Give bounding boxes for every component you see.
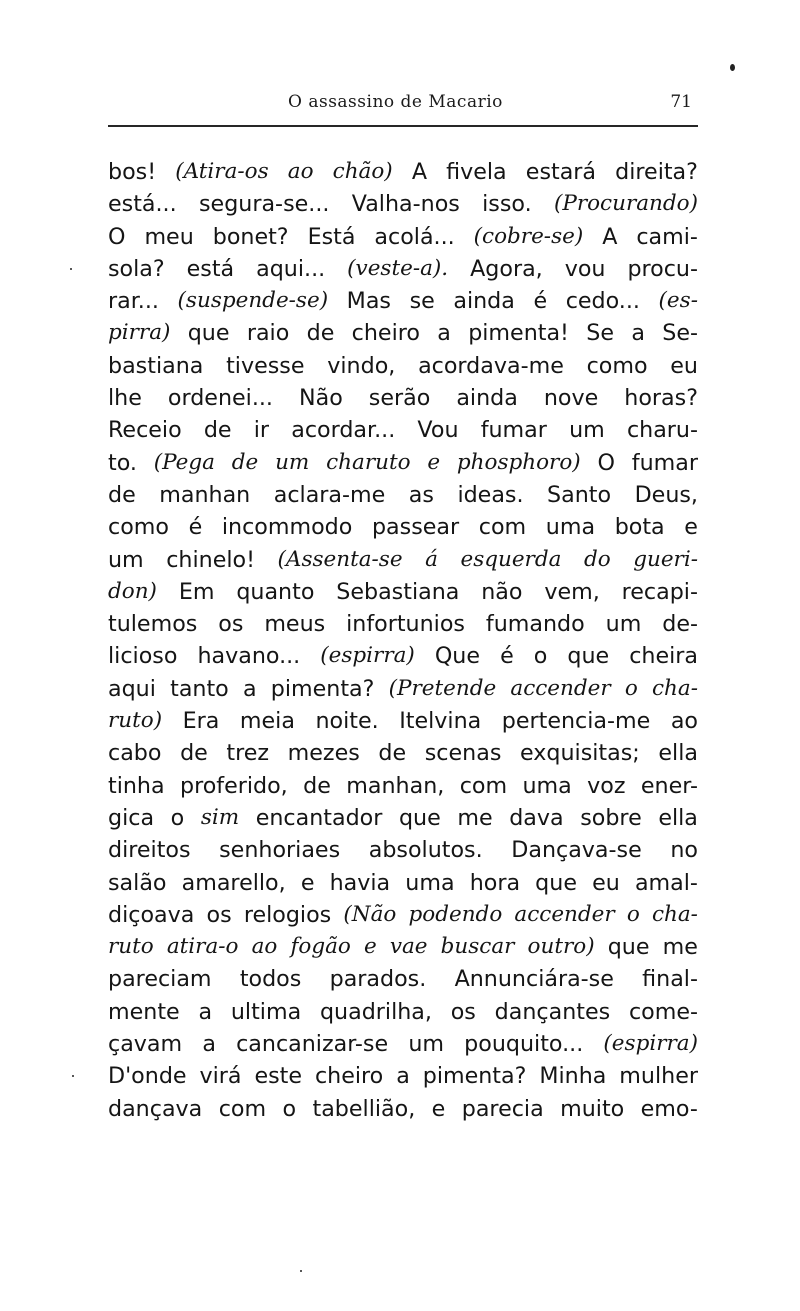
word: parados. xyxy=(329,966,427,993)
word: sobre xyxy=(580,804,642,831)
stage-direction-word: o xyxy=(626,901,640,927)
word: uma xyxy=(522,772,572,799)
word: os xyxy=(450,998,476,1025)
stage-direction-word: ruto xyxy=(108,934,154,960)
word: que xyxy=(607,934,650,961)
word: hora xyxy=(469,869,521,896)
word: dava xyxy=(509,804,564,831)
word: ella xyxy=(658,740,698,767)
word: um xyxy=(408,1031,444,1058)
word: Itelvina xyxy=(399,708,482,735)
word: proferido, xyxy=(179,772,288,799)
word: a xyxy=(631,320,645,347)
stage-direction-word: (Pega xyxy=(153,449,215,475)
stage-direction-word: (Procurando) xyxy=(553,191,698,217)
word: aclara-me xyxy=(273,481,386,508)
word: senhoriaes xyxy=(219,837,341,864)
stage-direction-word: accender xyxy=(514,901,615,927)
page-header xyxy=(108,88,698,122)
word: como xyxy=(108,514,169,541)
word: é xyxy=(533,288,548,315)
word: final- xyxy=(642,966,698,993)
word: de xyxy=(108,481,136,508)
text-line xyxy=(108,899,698,931)
stage-direction-word: de xyxy=(231,449,259,475)
stage-direction-word: (es- xyxy=(658,288,698,314)
word: me xyxy=(457,804,493,831)
word: Não xyxy=(299,385,343,412)
word: direita? xyxy=(615,159,698,185)
word: lhe xyxy=(108,385,142,412)
word: incommodo xyxy=(221,514,353,541)
word: muito xyxy=(560,1095,625,1122)
word: quanto xyxy=(236,578,315,605)
stage-direction-word: ao xyxy=(287,159,314,184)
word: e xyxy=(431,1095,446,1122)
word: ella xyxy=(658,804,698,831)
word: os xyxy=(218,611,244,638)
word: de xyxy=(303,772,331,799)
word: passear xyxy=(371,514,460,541)
word: dançava xyxy=(108,1095,203,1122)
stage-direction-word: don) xyxy=(108,578,157,604)
word: pimenta? xyxy=(270,675,375,702)
word: Se- xyxy=(662,320,698,347)
word: infortunios xyxy=(346,611,465,638)
word: com xyxy=(459,772,508,799)
stage-direction-word: um xyxy=(275,449,310,475)
word: Santo xyxy=(547,481,612,508)
ink-speck xyxy=(730,64,735,71)
word: com xyxy=(478,514,527,541)
word: salão xyxy=(108,869,167,896)
word: me xyxy=(662,934,698,961)
word: absolutos. xyxy=(368,837,483,864)
word: ener- xyxy=(640,772,698,799)
word: Minha xyxy=(539,1063,607,1090)
word: rar... xyxy=(108,288,159,315)
text-line xyxy=(108,511,698,543)
word: serão xyxy=(368,385,431,412)
word: bonet? xyxy=(212,223,289,250)
word: çavam xyxy=(108,1031,183,1058)
word: manhan, xyxy=(346,772,445,799)
word: a xyxy=(242,675,257,702)
word: todos xyxy=(239,966,302,993)
stage-direction-word: gueri- xyxy=(633,546,698,572)
stage-direction-word: (suspende-se) xyxy=(177,288,329,314)
word: sola? xyxy=(108,255,165,282)
word: quadrilha, xyxy=(319,998,432,1025)
text-line xyxy=(108,188,698,220)
word: Dançava-se xyxy=(511,837,642,864)
header-rule xyxy=(108,125,698,127)
stage-direction-word: (Não xyxy=(343,901,397,927)
word: eu xyxy=(592,869,620,896)
word: meia xyxy=(239,708,295,735)
text-line xyxy=(108,1028,698,1060)
word: dançantes xyxy=(494,998,611,1025)
word: o xyxy=(282,1095,297,1122)
word: como xyxy=(586,352,648,379)
word: voz xyxy=(587,772,626,799)
word: virá xyxy=(199,1063,242,1090)
stage-direction-word: cha- xyxy=(651,901,698,927)
word: A xyxy=(602,223,618,250)
stage-direction-word: (Atira-os xyxy=(175,159,269,184)
word: nove xyxy=(543,385,599,412)
word: cheiro xyxy=(314,1063,384,1090)
word: bota xyxy=(614,514,665,541)
word: de xyxy=(203,417,232,444)
word: bos! xyxy=(108,159,157,185)
word: a xyxy=(198,998,213,1025)
word: trez xyxy=(226,740,270,767)
word: Está xyxy=(307,223,356,250)
text-line xyxy=(108,350,698,382)
text-line xyxy=(108,221,698,253)
word: procu- xyxy=(627,255,698,282)
stage-direction-word: o xyxy=(624,675,638,701)
word: ao xyxy=(670,708,698,735)
word: de xyxy=(180,740,208,767)
word: não xyxy=(481,578,523,605)
word: tivesse xyxy=(226,352,305,379)
word: pareciam xyxy=(108,966,212,993)
stage-direction-word: ruto) xyxy=(108,708,163,734)
word: este xyxy=(254,1063,303,1090)
word: tanto xyxy=(170,675,229,702)
word: uma xyxy=(545,514,596,541)
word: mezes xyxy=(287,740,360,767)
word: Se xyxy=(586,320,614,347)
stage-direction-word: sim xyxy=(200,804,240,830)
text-line xyxy=(108,770,698,802)
ink-speck xyxy=(300,1270,302,1272)
word: raio xyxy=(246,320,290,347)
word: havano... xyxy=(197,643,301,670)
page-number: 71 xyxy=(670,92,692,112)
word: recapi- xyxy=(621,578,698,605)
word: acolá... xyxy=(374,223,455,250)
text-line xyxy=(108,640,698,672)
word: um xyxy=(605,611,642,638)
word: vou xyxy=(564,255,606,282)
word: tulemos xyxy=(108,611,198,638)
word: Sebastiana xyxy=(336,578,460,605)
word: havia xyxy=(329,869,391,896)
text-line xyxy=(108,867,698,899)
word: fumar xyxy=(631,449,698,476)
stage-direction-word: do xyxy=(583,546,611,572)
word: tabellião, xyxy=(312,1095,416,1122)
word: é xyxy=(188,514,203,541)
word: se xyxy=(409,288,435,315)
word: pertencia-me xyxy=(501,708,651,735)
word: e xyxy=(684,514,698,541)
word: mente xyxy=(108,998,180,1025)
word: o xyxy=(533,643,548,670)
word: encantador xyxy=(255,804,383,831)
word: Receio xyxy=(108,417,182,444)
word: Em xyxy=(178,578,215,605)
word: to. xyxy=(108,449,137,476)
word: uma xyxy=(405,869,455,896)
stage-direction-word: accender xyxy=(510,675,611,701)
word: cami- xyxy=(636,223,698,250)
stage-direction-word: ao xyxy=(251,934,278,960)
word: Era xyxy=(182,708,220,735)
text-line xyxy=(108,285,698,317)
word: ordenei... xyxy=(167,385,273,412)
word: que xyxy=(567,643,610,670)
text-line xyxy=(108,673,698,705)
word: de xyxy=(378,740,407,767)
text-line xyxy=(108,1060,698,1092)
word: a xyxy=(437,320,451,347)
word: licioso xyxy=(108,643,178,670)
word: parecia xyxy=(461,1095,544,1122)
word: ainda xyxy=(453,288,515,315)
word: pimenta? xyxy=(422,1063,527,1090)
stage-direction-word: (espirra) xyxy=(603,1031,698,1057)
word: acordar... xyxy=(291,417,396,444)
running-title: O assassino de Macario xyxy=(288,92,503,112)
text-line xyxy=(108,931,698,963)
word: mulher xyxy=(619,1063,698,1090)
word: acordava-me xyxy=(418,352,564,379)
body-text xyxy=(108,156,698,1125)
word: segura-se... xyxy=(198,191,330,218)
word: estará xyxy=(525,159,597,185)
word: emo- xyxy=(640,1095,698,1122)
word: que xyxy=(398,804,441,831)
word: de- xyxy=(662,611,698,638)
word: tinha xyxy=(108,772,165,799)
word: ultima xyxy=(230,998,302,1025)
text-line xyxy=(108,382,698,414)
stage-direction-word: atira-o xyxy=(166,934,239,960)
stage-direction-word: cha- xyxy=(652,675,698,701)
word: cabo xyxy=(108,740,162,767)
word: as xyxy=(408,481,434,508)
word: aqui xyxy=(108,675,156,702)
word: scenas xyxy=(424,740,502,767)
word: D'onde xyxy=(108,1063,187,1090)
text-line xyxy=(108,317,698,349)
stage-direction-word: vae xyxy=(389,934,428,960)
word: exquisitas; xyxy=(520,740,640,767)
text-line xyxy=(108,156,698,188)
word: cheira xyxy=(629,643,698,670)
word: pouquito... xyxy=(464,1031,584,1058)
word: amal- xyxy=(634,869,698,896)
word: Deus, xyxy=(634,481,698,508)
word: come- xyxy=(628,998,698,1025)
word: é xyxy=(500,643,514,670)
word: está xyxy=(186,255,235,282)
stage-direction-word: pirra) xyxy=(108,320,171,346)
text-line xyxy=(108,479,698,511)
word: um xyxy=(569,417,605,444)
word: chinelo! xyxy=(166,546,255,573)
word: Vou xyxy=(417,417,459,444)
word: que xyxy=(187,320,230,347)
word: ideas. xyxy=(457,481,524,508)
word: está... xyxy=(108,191,177,218)
word: charu- xyxy=(626,417,698,444)
word: bastiana xyxy=(108,352,204,379)
stage-direction-word: (veste-a). xyxy=(347,255,449,281)
stage-direction-word: podendo xyxy=(408,901,503,927)
ink-speck xyxy=(70,268,72,270)
word: Mas xyxy=(346,288,391,315)
word: no xyxy=(670,837,698,864)
stage-direction-word: esquerda xyxy=(460,546,562,572)
text-line xyxy=(108,705,698,737)
word: cancanizar-se xyxy=(236,1031,389,1058)
stage-direction-word: e xyxy=(364,934,377,960)
word: fivela xyxy=(446,159,507,185)
word: manhan xyxy=(159,481,251,508)
word: cheiro xyxy=(351,320,420,347)
word: A xyxy=(411,159,428,185)
text-line xyxy=(108,544,698,576)
word: horas? xyxy=(624,385,698,412)
word: vindo, xyxy=(327,352,396,379)
word: fumar xyxy=(480,417,547,444)
word: eu xyxy=(670,352,698,379)
word: o xyxy=(170,804,185,831)
word: a xyxy=(396,1063,410,1090)
word: um xyxy=(108,546,144,573)
stage-direction-word: e xyxy=(427,449,441,475)
stage-direction-word: chão) xyxy=(332,159,393,184)
word: O xyxy=(597,449,615,476)
word: que xyxy=(535,869,577,896)
word: com xyxy=(218,1095,267,1122)
text-line xyxy=(108,737,698,769)
stage-direction-word: (Pretende xyxy=(388,675,497,701)
text-line xyxy=(108,608,698,640)
word: ir xyxy=(253,417,270,444)
stage-direction-word: (espirra) xyxy=(320,643,415,669)
word: meus xyxy=(264,611,326,638)
word: fumando xyxy=(485,611,585,638)
text-line xyxy=(108,414,698,446)
word: Valha-nos xyxy=(351,191,460,218)
text-line xyxy=(108,834,698,866)
word: Annunciára-se xyxy=(454,966,614,993)
stage-direction-word: á xyxy=(425,546,438,572)
stage-direction-word: (Assenta-se xyxy=(277,546,403,572)
word: diçoava xyxy=(108,901,195,928)
text-line xyxy=(108,576,698,608)
text-line xyxy=(108,963,698,995)
stage-direction-word: fogão xyxy=(290,934,351,960)
text-line xyxy=(108,253,698,285)
stage-direction-word: buscar xyxy=(440,934,515,960)
word: vem, xyxy=(544,578,600,605)
word: Que xyxy=(434,643,481,670)
word: e xyxy=(300,869,315,896)
word: direitos xyxy=(108,837,191,864)
stage-direction-word: (cobre-se) xyxy=(473,223,584,249)
text-line xyxy=(108,802,698,834)
word: Agora, xyxy=(470,255,543,282)
word: isso. xyxy=(482,191,532,218)
word: O xyxy=(108,223,126,250)
word: amarello, xyxy=(181,869,286,896)
word: pimenta! xyxy=(468,320,569,347)
text-line xyxy=(108,447,698,479)
word: relogios xyxy=(243,901,332,928)
word: gica xyxy=(108,804,155,831)
stage-direction-word: phosphoro) xyxy=(456,449,581,475)
word: os xyxy=(206,901,232,928)
word: a xyxy=(202,1031,216,1058)
word: ainda xyxy=(456,385,518,412)
stage-direction-word: outro) xyxy=(527,934,595,960)
word: aqui... xyxy=(256,255,326,282)
word: noite. xyxy=(315,708,379,735)
word: cedo... xyxy=(565,288,640,315)
stage-direction-word: charuto xyxy=(326,449,411,475)
text-line xyxy=(108,1093,698,1125)
ink-speck xyxy=(72,1075,74,1077)
word: de xyxy=(306,320,335,347)
word: meu xyxy=(144,223,194,250)
text-line xyxy=(108,996,698,1028)
